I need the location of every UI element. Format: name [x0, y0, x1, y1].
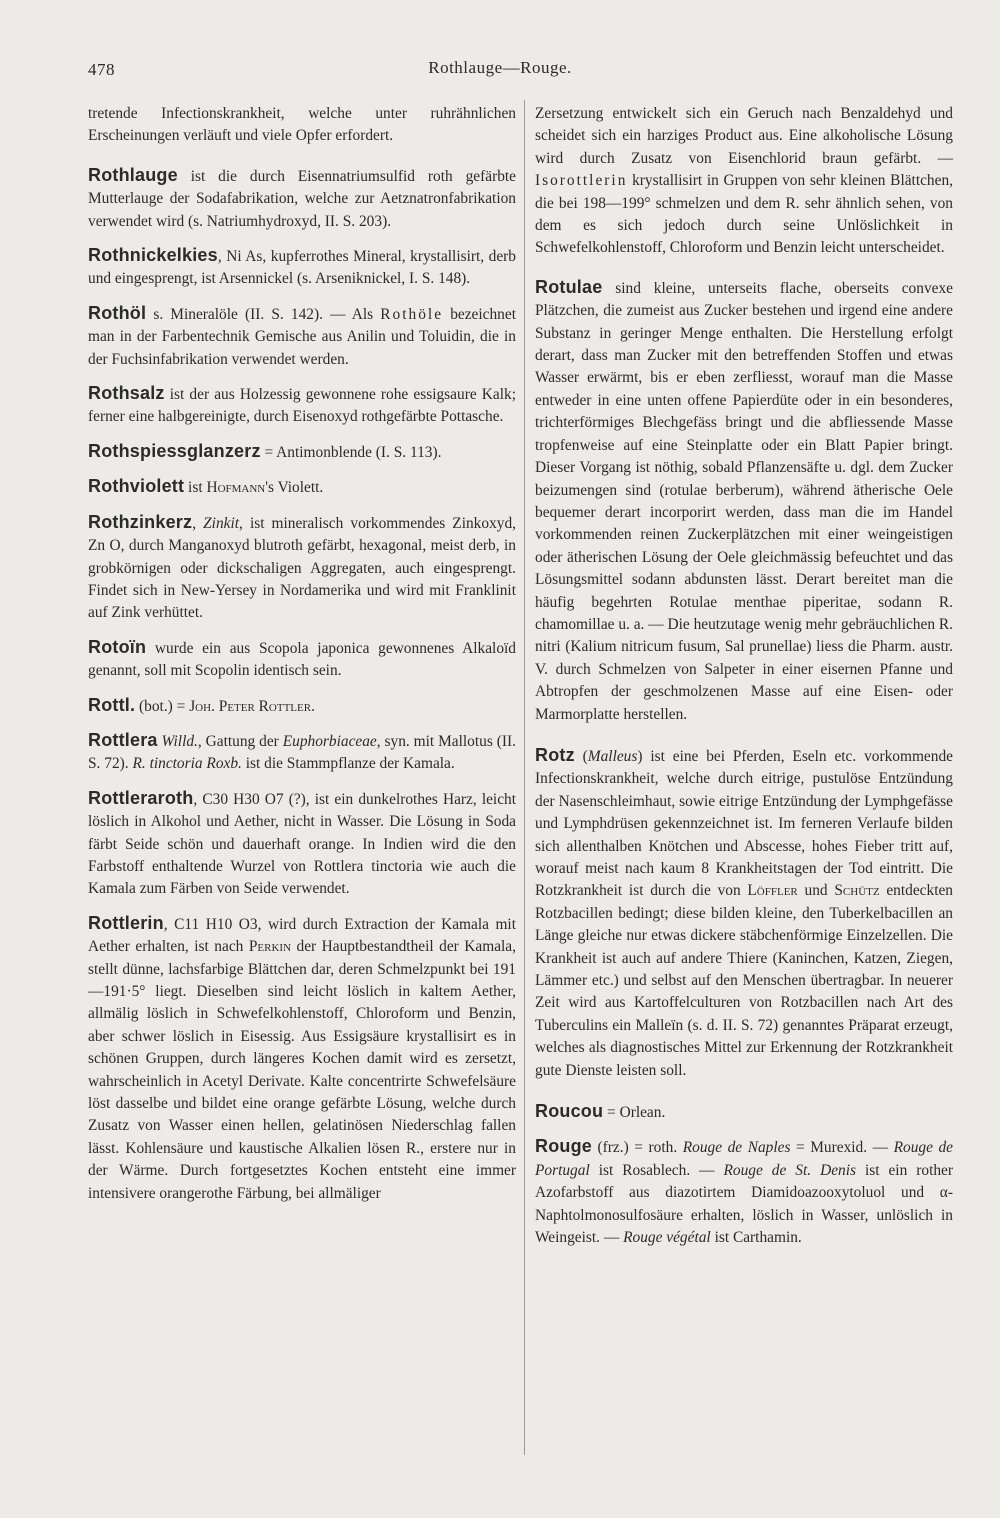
headword: Rothöl — [88, 302, 147, 323]
entry-text: bezeichnet man in der Farbentechnik Gemische aus Anilin und Toluidin, die in der Fuchsinfabrikation verwendet werden. — [88, 305, 516, 368]
right-column — [535, 103, 953, 1261]
entry-text: ist Carthamin. — [710, 1229, 802, 1247]
entry-rothlauge — [88, 164, 516, 233]
entry-text: (bot.) = — [135, 697, 190, 715]
italic-term: R. tinctoria Roxb. — [132, 755, 242, 773]
headword: Rotoïn — [88, 636, 147, 657]
entry-text: ist Rosablech. — — [589, 1161, 724, 1179]
italic-term: Rouge de St. Denis — [723, 1161, 856, 1179]
entry-rottlera — [88, 729, 516, 776]
entry-rothviolett — [88, 475, 516, 499]
entry-rothzinkerz — [88, 511, 516, 625]
italic-term: Rouge de Naples — [682, 1139, 791, 1157]
entry-rotoin — [88, 636, 516, 683]
author-name: Schütz — [834, 882, 880, 900]
entry-text: ist die durch Eisennatriumsulfid roth gefärbte Mutterlauge der Sodafabrikation, welche zur Aetznatronfabrikation verwendet wird (s. Natriumhydroxyd, II. S. 203). — [88, 167, 516, 230]
author-name: Löffler — [747, 882, 798, 900]
entry-rotulae — [535, 276, 953, 726]
entry-rouge — [535, 1135, 953, 1249]
continuation-text — [535, 103, 953, 260]
entry-text: krystallisirt in Gruppen von sehr kleinen Blättchen, die bei 198—199° schmelzen und dem R. sehr ähnlich sehen, von dem es sich jedoch durch seine Unlöslichkeit in Schwefelkohlenstoff, Chloroform und Benzin leicht unterscheidet. — [535, 172, 953, 257]
entry-text: = Murexid. — — [790, 1139, 894, 1157]
headword: Rothsalz — [88, 383, 165, 404]
continuation-text: tretende Infectionskrankheit, welche unter ruhrähnlichen Erscheinungen verläuft und viele Opfer erfordert. — [88, 105, 516, 145]
italic-term: Zinkit — [203, 514, 240, 532]
headword: Rothspiessglanzerz — [88, 440, 261, 461]
entry-roucou — [535, 1100, 953, 1124]
entry-text: , — [163, 915, 175, 933]
headword: Roucou — [535, 1101, 604, 1122]
italic-term: Rouge de Portugal — [535, 1139, 954, 1179]
entry-rottlerin — [88, 912, 516, 1205]
entry-rothoel — [88, 302, 516, 371]
author-name: Joh. Peter Rottler. — [189, 697, 315, 715]
entry-text: der Hauptbestandtheil der Kamala, stellt dünne, lachsfarbige Blättchen dar, deren Schmelzpunkt bei 191—191·5° liegt. Dieselben sind leicht löslich in kaltem Aether, allmälig löslich in Schwefelkohlenstoff, Chloroform und Benzin, aber schwer löslich in Eisessig. Aus Essigsäure krystallisirt es in schönen Gruppen, durch längeres Kochen damit wird es zersetzt, wahrscheinlich in Acetyl Derivate. Kalte concentrirte Schwefelsäure löst dasselbe und bildet eine orange gefärbte Lösung, welche durch Zusatz von Wasser einen hellen, gelatinösen Niederschlag fallen lässt. Kohlensäure und kaustische Alkalien lösen R., erstere nur in der Wärme. Durch fortgesetztes Kochen entsteht eine immer intensivere orangerothe Färbung, bei allmäliger — [88, 938, 516, 1202]
entry-rothnickelkies — [88, 244, 516, 291]
entry-text: 's Violett. — [265, 479, 324, 497]
column-divider — [524, 100, 525, 1455]
entry-text: und — [797, 882, 835, 900]
spaced-term: Isorottlerin — [535, 172, 628, 190]
entry-rottl — [88, 694, 516, 718]
entry-rottleraroth — [88, 787, 516, 901]
spaced-term: Rothöle — [380, 305, 444, 323]
entry-text: ) ist eine bei Pferden, Eseln etc. vorkommende Infectionskrankheit, welche durch eitrige, pustulöse Entzündung der Nasenschleimhaut, sowie eitrige Entzündung der Lymphgefässe und Lymphdrüsen gekennzeichnet ist. Im ferneren Verlaufe bilden sich allenthalben Knötchen und Abscesse, hohes Fieber tritt auf, worauf meist nach kaum 8 Krankheitstagen der Tod eintritt. Die Rotzkrankheit ist durch die von — [535, 747, 953, 900]
entry-text: s. Mineralöle (II. S. 142). — Als — [146, 305, 381, 323]
headword: Rottlerin — [88, 912, 164, 933]
headword: Rotz — [535, 744, 575, 765]
page-number: 478 — [88, 60, 115, 79]
author-name: Perkin — [248, 938, 292, 956]
entry-rotz — [535, 744, 953, 1082]
entry-text: (?), ist ein dunkelrothes Harz, leicht löslich in Alkohol und Aether, nicht in Wasser. Die Lösung in Soda färbt Seide schön und dauerhaft orange. In Indien wird die den Farbstoff enthaltende Wurzel von Rottlera tinctoria wie auch die Kamala zum Färben von Seide verwendet. — [88, 790, 517, 898]
headword: Rotulae — [535, 276, 603, 297]
italic-term: Euphorbiaceae — [282, 732, 377, 750]
entry-text: , syn. mit Mallotus (II. S. 72). — [88, 732, 516, 773]
entry-text: , — [193, 790, 203, 808]
entry-text: entdeckten Rotzbacillen bedingt; diese bilden kleine, den Tuberkelbacillen an Länge gleiche nur etwas dickere stäbchenförmige Einzelzellen. Die Krankheit ist auch auf andere Thiere (Kaninchen, Katzen, Ziegen, Lämmer etc.) und selbst auf den Menschen übertragbar. In neuerer Zeit wird aus Kartoffelculturen von Rotzbacillen nach Art des Tuberculins ein Malleïn (s. d. II. S. 72) genanntes Präparat erzeugt, welches als diagnostisches Mittel zur Erkennung der Rotzkrankheit gute Dienste leisten soll. — [535, 882, 953, 1079]
italic-term: Malleus — [587, 747, 638, 765]
entry-text: ist ein rother Azofarbstoff aus diazotirtem Diamidoazooxytoluol und α-Naphtolmonosulfosäure erhalten, löslich in Wasser, unlöslich in Weingeist. — — [535, 1161, 954, 1247]
entry-rothsalz — [88, 382, 516, 429]
headword: Rottleraroth — [88, 787, 194, 808]
entry-text: = Antimonblende (I. S. 113). — [260, 443, 442, 461]
entry-text: , ist mineralisch vorkommendes Zinkoxyd, Zn O, durch Manganoxyd blutroth gefärbt, hexagonal, meist derb, in grobkörnigen oder dickschaligen Aggregaten, auch eingesprengt. Findet sich in New-Yersey in Nordamerika und wird mit Franklinit auf Zink verhüttet. — [88, 514, 517, 622]
entry-text: sind kleine, unterseits flache, oberseits convexe Plätzchen, die zumeist aus Zucker bestehen und irgend eine andere Substanz in geringer Menge enthalten. Die Herstellung erfolgt derart, dass man Zucker mit den betreffenden Stoffen und etwas Wasser erwärmt, bis er eben zerfliesst, worauf man die Masse entweder in eine unten offene Papierdüte oder in ein besonderes, trichterförmiges Blechgefäss bringt und die abfliessende Masse tropfenweise auf eine Steinplatte oder ein Blatt Papier bringt. Dieser Vorgang ist nöthig, sobald Pflanzensäfte u. dgl. dem Zucker beizumengen sind (rotulae berberum), während ätherische Oele bequemer derart incorporirt werden, dass man die im Handel vorkommenden reinen Zuckerplätzchen mit einer weingeistigen oder ätherischen Lösung der Oele gleichmässig befeuchtet und das Lösungsmittel sodann abdunsten lässt. Derart bereitet man die häufig begehrten Rotulae menthae piperitae, sodann R. chamomillae u. a. — Die heutzutage wenig mehr gebräuchlichen R. nitri (Kalium nitricum fusum, Sal prunellae) liess die Pharm. austr. V. durch Schmelzen von Salpeter in einer eisernen Pfanne und Abtropfen der geschmolzenen Masse auf eine Eisen- oder Marmorplatte herstellen. — [535, 279, 953, 723]
entry-text: , — [192, 514, 204, 532]
headword: Rouge — [535, 1136, 592, 1157]
entry-text: wurde ein aus Scopola japonica gewonnenes Alkaloïd genannt, soll mit Scopolin identisch sein. — [88, 639, 516, 680]
headword: Rothzinkerz — [88, 511, 193, 532]
entry-text: ( — [574, 747, 588, 765]
entry-text: = Orlean. — [603, 1104, 666, 1122]
entry-text: , Ni As, kupferrothes Mineral, krystallisirt, derb und eingesprengt, ist Arsennickel (s. Arseniknickel, I. S. 148). — [88, 248, 516, 288]
author-name: Hofmann — [206, 479, 266, 497]
entry-rothspiessglanzerz — [88, 440, 516, 464]
running-head: Rothlauge—Rouge. — [428, 58, 572, 77]
headword: Rottlera — [88, 729, 158, 750]
headword: Rothlauge — [88, 164, 178, 185]
chemical-formula: C30 H30 O7 — [202, 790, 284, 808]
entry-text: ist die Stammpflanze der Kamala. — [241, 755, 455, 773]
left-column — [88, 103, 516, 1216]
headword: Rottl. — [88, 694, 136, 715]
entry-text: ist — [184, 479, 207, 497]
headword: Rothnickelkies — [88, 245, 218, 266]
entry-text: , wird durch Extraction der Kamala mit Aether erhalten, ist nach — [88, 915, 516, 956]
entry-text: ist der aus Holzessig gewonnene rohe essigsaure Kalk; ferner eine halbgereinigte, durch Eisenoxyd rothgefärbte Pottasche. — [88, 386, 516, 426]
entry-text: Zersetzung entwickelt sich ein Geruch nach Benzaldehyd und scheidet sich ein harziges Product aus. Eine alkoholische Lösung wird durch Zusatz von Eisenchlorid braun gefärbt. — — [535, 105, 953, 167]
italic-term: Willd. — [161, 732, 198, 750]
entry-text: (frz.) = roth. — [592, 1139, 683, 1157]
chemical-formula: C11 H10 O3 — [174, 915, 258, 933]
headword: Rothviolett — [88, 476, 185, 497]
italic-term: Rouge végétal — [623, 1229, 711, 1247]
entry-text: , Gattung der — [197, 732, 283, 750]
